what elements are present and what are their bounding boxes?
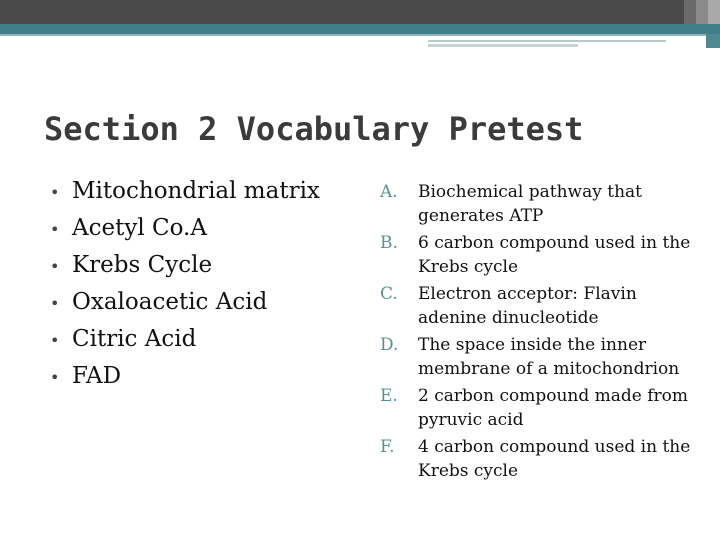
definition-item (380, 282, 705, 330)
decorative-rule (428, 40, 666, 42)
decorative-rule (428, 44, 578, 47)
term-item (50, 326, 350, 363)
term-list (50, 178, 350, 400)
header-teal-line (0, 34, 720, 36)
definition-list (380, 180, 705, 486)
term-item (50, 252, 350, 289)
definition-letter: C. (380, 284, 398, 304)
bullet-icon: • (50, 257, 60, 276)
definition-text: Electron acceptor: Flavin adenine dinucleotide (418, 284, 637, 328)
term-text: FAD (72, 363, 122, 389)
definition-letter: E. (380, 386, 398, 406)
definition-item (380, 384, 705, 432)
term-text: Krebs Cycle (72, 252, 213, 278)
bullet-icon: • (50, 368, 60, 387)
header-block (684, 0, 696, 24)
bullet-icon: • (50, 183, 60, 202)
definition-letter: A. (380, 182, 398, 202)
definition-text: Biochemical pathway that generates ATP (418, 182, 642, 226)
term-item (50, 363, 350, 400)
definition-item (380, 180, 705, 228)
header-accent-blocks (684, 0, 720, 24)
definition-letter: D. (380, 335, 399, 355)
term-text: Oxaloacetic Acid (72, 289, 268, 315)
header-dark-band (0, 0, 720, 24)
definition-item (380, 231, 705, 279)
term-item (50, 215, 350, 252)
definition-text: 6 carbon compound used in the Krebs cycle (418, 233, 691, 277)
header-block (708, 0, 720, 24)
term-item (50, 289, 350, 326)
slide-title: Section 2 Vocabulary Pretest (44, 110, 584, 148)
term-text: Acetyl Co.A (72, 215, 207, 241)
definition-letter: F. (380, 437, 395, 457)
bullet-icon: • (50, 220, 60, 239)
definition-item (380, 333, 705, 381)
term-item (50, 178, 350, 215)
definition-text: The space inside the inner membrane of a mitochondrion (418, 335, 680, 379)
bullet-icon: • (50, 294, 60, 313)
term-text: Mitochondrial matrix (72, 178, 320, 204)
bullet-icon: • (50, 331, 60, 350)
term-text: Citric Acid (72, 326, 197, 352)
header-block (696, 0, 708, 24)
definition-text: 4 carbon compound used in the Krebs cycle (418, 437, 691, 481)
definition-letter: B. (380, 233, 398, 253)
header-teal-band (0, 24, 720, 34)
decorative-corner (706, 34, 720, 48)
definition-item (380, 435, 705, 483)
definition-text: 2 carbon compound made from pyruvic acid (418, 386, 689, 430)
